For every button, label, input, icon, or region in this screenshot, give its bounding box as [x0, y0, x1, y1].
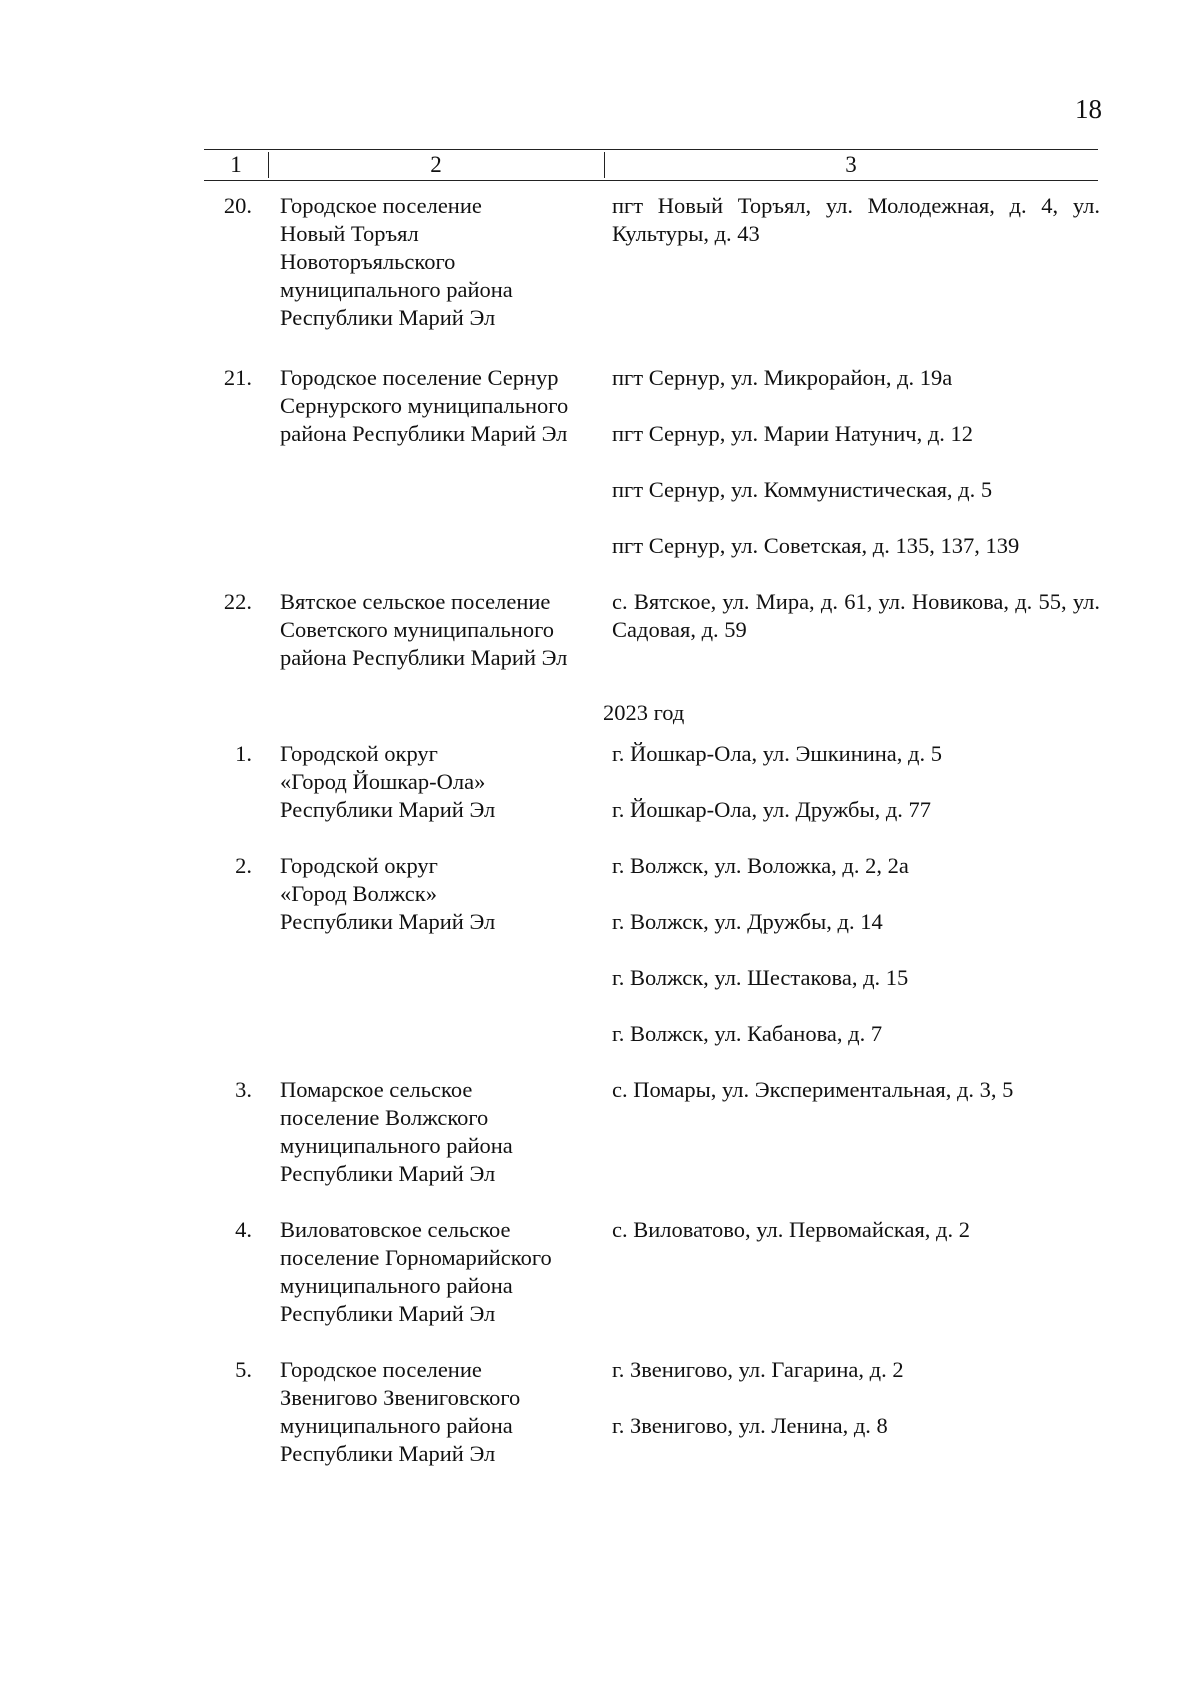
address-list	[612, 740, 1100, 824]
municipality-name: Городской округ «Город Волжск» Республики Марий Эл	[280, 853, 496, 934]
address-list	[612, 364, 1100, 560]
municipality-name: Городской округ «Город Йошкар-Ола» Республики Марий Эл	[280, 741, 496, 822]
address: г. Йошкар-Ола, ул. Дружбы, д. 77	[612, 797, 932, 822]
row-number: 3.	[235, 1077, 252, 1102]
address-list	[612, 1356, 1100, 1440]
page-number: 18	[1075, 94, 1102, 124]
row-number: 21.	[223, 365, 252, 390]
address: г. Волжск, ул. Шестакова, д. 15	[612, 965, 909, 990]
row-number: 2.	[235, 853, 252, 878]
row-number: 4.	[235, 1217, 252, 1242]
address: г. Звенигово, ул. Гагарина, д. 2	[612, 1357, 904, 1382]
municipality-name: Городское поселение Звенигово Звениговского муниципального района Республики Марий Эл	[280, 1357, 521, 1466]
address-list	[612, 588, 1100, 644]
column-header-3: 3	[845, 152, 857, 177]
column-header-2: 2	[268, 152, 605, 178]
address: пгт Новый Торъял, ул. Молодежная, д. 4, ул. Культуры, д. 43	[612, 193, 1100, 246]
row-number: 22.	[223, 589, 252, 614]
address-list	[612, 1076, 1100, 1104]
address: пгт Сернур, ул. Советская, д. 135, 137, 139	[612, 533, 1020, 558]
address: г. Волжск, ул. Воложка, д. 2, 2а	[612, 853, 909, 878]
address: г. Звенигово, ул. Ленина, д. 8	[612, 1413, 888, 1438]
municipality-name: Городское поселение Сернур Сернурского муниципального района Республики Марий Эл	[280, 365, 569, 446]
municipality-name: Вятское сельское поселение Советского муниципального района Республики Марий Эл	[280, 589, 568, 670]
municipality-name: Городское поселение Новый Торъял Новоторъяльского муниципального района Республики Марий Эл	[280, 193, 513, 330]
column-header-1: 1	[204, 152, 269, 178]
address: пгт Сернур, ул. Марии Натунич, д. 12	[612, 421, 974, 446]
table-header	[204, 149, 1098, 181]
address-list	[612, 1216, 1100, 1244]
address-list	[612, 852, 1100, 1048]
municipality-name: Виловатовское сельское поселение Горномарийского муниципального района Республики Марий Эл	[280, 1217, 552, 1326]
address-list	[612, 192, 1100, 248]
address: пгт Сернур, ул. Микрорайон, д. 19а	[612, 365, 953, 390]
address: г. Волжск, ул. Дружбы, д. 14	[612, 909, 883, 934]
section-title-year: 2023 год	[603, 700, 685, 725]
row-number: 1.	[235, 741, 252, 766]
address: с. Помары, ул. Экспериментальная, д. 3, 5	[612, 1077, 1014, 1102]
address: г. Йошкар-Ола, ул. Эшкинина, д. 5	[612, 741, 942, 766]
address: пгт Сернур, ул. Коммунистическая, д. 5	[612, 477, 993, 502]
address: с. Виловатово, ул. Первомайская, д. 2	[612, 1217, 970, 1242]
address: с. Вятское, ул. Мира, д. 61, ул. Новикова, д. 55, ул. Садовая, д. 59	[612, 589, 1100, 642]
address: г. Волжск, ул. Кабанова, д. 7	[612, 1021, 883, 1046]
municipality-name: Помарское сельское поселение Волжского муниципального района Республики Марий Эл	[280, 1077, 513, 1186]
row-number: 5.	[235, 1357, 252, 1382]
row-number: 20.	[223, 193, 252, 218]
